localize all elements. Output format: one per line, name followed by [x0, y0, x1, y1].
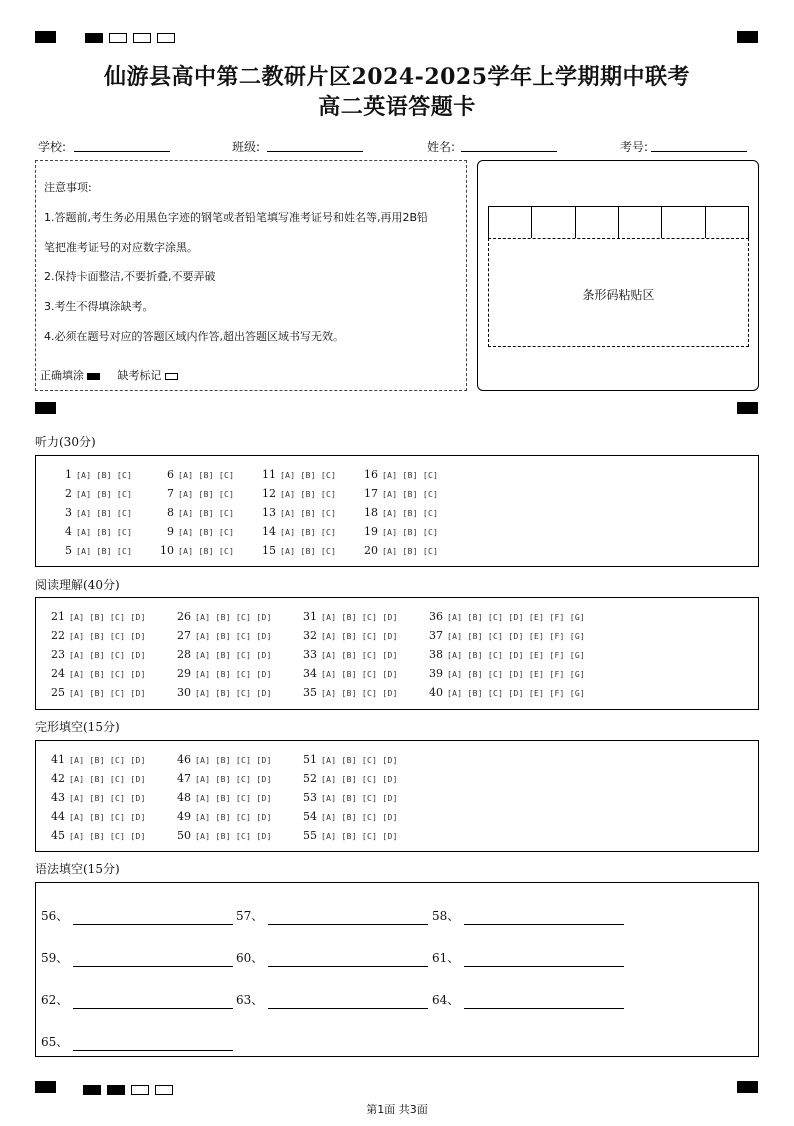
question-number: 41	[51, 753, 65, 766]
fill-answer-line[interactable]	[73, 1008, 233, 1009]
grammar-section-label: 语法填空(15分)	[35, 862, 120, 876]
question-number: 44	[51, 810, 65, 823]
question-number: 7	[167, 487, 174, 500]
question-row	[47, 772, 149, 786]
question-number: 16	[364, 468, 378, 481]
question-row	[425, 629, 588, 643]
question-row	[54, 506, 135, 520]
question-row	[173, 686, 275, 700]
question-row	[425, 686, 588, 700]
answer-bubbles[interactable]: [A] [B] [C]	[76, 509, 133, 518]
question-number: 26	[177, 610, 191, 623]
answer-bubbles[interactable]: [A] [B] [C]	[178, 509, 235, 518]
question-row	[258, 506, 339, 520]
question-row	[258, 525, 339, 539]
answer-bubbles[interactable]: [A] [B] [C] [D]	[195, 689, 272, 698]
question-number: 52	[303, 772, 317, 785]
class-field[interactable]	[267, 151, 363, 152]
fill-answer-line[interactable]	[464, 966, 624, 967]
question-row	[54, 544, 135, 558]
answer-bubbles[interactable]: [A] [B] [C]	[280, 471, 337, 480]
question-number: 55	[303, 829, 317, 842]
question-number: 49	[177, 810, 191, 823]
answer-bubbles[interactable]: [A] [B] [C] [D]	[195, 813, 272, 822]
question-number: 22	[51, 629, 65, 642]
answer-bubbles[interactable]: [A] [B] [C] [D]	[69, 794, 146, 803]
notice-item-3: 3.考生不得填涂缺考。	[44, 300, 154, 313]
notice-item-1: 1.答题前,考生务必用黑色字迹的钢笔或者铅笔填写准考证号和姓名等,再用2B铅	[44, 211, 429, 224]
question-row	[258, 544, 339, 558]
answer-bubbles[interactable]: [A] [B] [C]	[382, 528, 439, 537]
question-row	[54, 487, 135, 501]
question-number: 50	[177, 829, 191, 842]
question-row	[173, 667, 275, 681]
question-row	[47, 791, 149, 805]
id-cell[interactable]	[706, 207, 748, 238]
question-number: 35	[303, 686, 317, 699]
question-row	[299, 829, 401, 843]
answer-bubbles[interactable]: [A] [B] [C]	[178, 528, 235, 537]
question-number: 3	[65, 506, 72, 519]
question-number: 27	[177, 629, 191, 642]
question-number: 31	[303, 610, 317, 623]
question-row	[360, 506, 441, 520]
answer-bubbles[interactable]: [A] [B] [C] [D]	[69, 651, 146, 660]
answer-bubbles[interactable]: [A] [B] [C]	[382, 471, 439, 480]
question-number: 48	[177, 791, 191, 804]
question-number: 33	[303, 648, 317, 661]
question-number: 18	[364, 506, 378, 519]
question-number: 23	[51, 648, 65, 661]
barcode-sticker-area	[488, 238, 749, 347]
question-number: 38	[429, 648, 443, 661]
answer-bubbles[interactable]: [A] [B] [C] [D]	[321, 632, 398, 641]
question-row	[299, 810, 401, 824]
answer-bubbles[interactable]: [A] [B] [C] [D]	[69, 775, 146, 784]
fill-answer-line[interactable]	[268, 966, 428, 967]
question-row	[299, 686, 401, 700]
answer-bubbles[interactable]: [A] [B] [C]	[178, 490, 235, 499]
notice-item-4: 4.必须在题号对应的答题区域内作答,超出答题区域书写无效。	[44, 330, 344, 343]
question-row	[173, 753, 275, 767]
fill-answer-line[interactable]	[268, 924, 428, 925]
question-row	[173, 629, 275, 643]
answer-bubbles[interactable]: [A] [B] [C] [D]	[195, 651, 272, 660]
answer-bubbles[interactable]: [A] [B] [C]	[178, 547, 235, 556]
question-number: 40	[429, 686, 443, 699]
page-title: 仙游县高中第二教研片区2024-2025学年上学期期中联考	[103, 64, 691, 90]
question-row	[299, 610, 401, 624]
question-row	[299, 648, 401, 662]
question-number: 34	[303, 667, 317, 680]
answer-bubbles[interactable]: [A] [B] [C] [D]	[195, 670, 272, 679]
correct-fill-label: 正确填涂	[40, 369, 84, 382]
id-cell[interactable]	[489, 207, 532, 238]
page-code-mark	[107, 1085, 125, 1095]
correct-fill-sample	[87, 373, 100, 380]
question-number: 47	[177, 772, 191, 785]
fill-question-number: 59、	[41, 951, 69, 965]
answer-bubbles[interactable]: [A] [B] [C] [D] [E] [F] [G]	[447, 689, 586, 698]
answer-bubbles[interactable]: [A] [B] [C] [D]	[195, 613, 272, 622]
exam-id-cells	[488, 206, 749, 238]
corner-mark-top-left	[35, 31, 56, 43]
notice-box	[35, 160, 467, 391]
question-number: 12	[262, 487, 276, 500]
fill-answer-line[interactable]	[464, 1008, 624, 1009]
question-row	[360, 544, 441, 558]
question-row	[258, 468, 339, 482]
question-row	[258, 487, 339, 501]
reading-section-label: 阅读理解(40分)	[35, 578, 120, 592]
answer-bubbles[interactable]: [A] [B] [C] [D] [E] [F] [G]	[447, 632, 586, 641]
fill-question-number: 63、	[236, 993, 264, 1007]
question-row	[47, 667, 149, 681]
name-field[interactable]	[461, 151, 557, 152]
page-code-mark	[109, 33, 127, 43]
question-number: 11	[262, 468, 276, 481]
page-code-mark	[155, 1085, 173, 1095]
fill-question-number: 61、	[432, 951, 460, 965]
question-number: 6	[167, 468, 174, 481]
answer-bubbles[interactable]: [A] [B] [C] [D]	[321, 794, 398, 803]
id-cell[interactable]	[532, 207, 575, 238]
question-row	[47, 829, 149, 843]
fill-answer-line[interactable]	[464, 924, 624, 925]
answer-bubbles[interactable]: [A] [B] [C] [D]	[195, 832, 272, 841]
corner-mark-mid-left	[35, 402, 56, 414]
question-number: 20	[364, 544, 378, 557]
question-number: 21	[51, 610, 65, 623]
page-code-mark	[133, 33, 151, 43]
question-number: 17	[364, 487, 378, 500]
question-number: 15	[262, 544, 276, 557]
answer-bubbles[interactable]: [A] [B] [C] [D]	[69, 689, 146, 698]
answer-bubbles[interactable]: [A] [B] [C] [D]	[321, 613, 398, 622]
question-row	[47, 686, 149, 700]
notice-heading: 注意事项:	[44, 181, 92, 194]
answer-bubbles[interactable]: [A] [B] [C] [D]	[195, 775, 272, 784]
question-number: 39	[429, 667, 443, 680]
answer-bubbles[interactable]: [A] [B] [C] [D]	[195, 756, 272, 765]
question-number: 37	[429, 629, 443, 642]
answer-bubbles[interactable]: [A] [B] [C] [D]	[69, 670, 146, 679]
question-row	[360, 525, 441, 539]
page-code-mark	[157, 33, 175, 43]
fill-question-number: 56、	[41, 909, 69, 923]
question-row	[425, 667, 588, 681]
question-row	[156, 544, 237, 558]
answer-bubbles[interactable]: [A] [B] [C]	[76, 547, 133, 556]
question-row	[173, 791, 275, 805]
question-row	[299, 791, 401, 805]
fill-question-number: 65、	[41, 1035, 69, 1049]
question-number: 45	[51, 829, 65, 842]
answer-bubbles[interactable]: [A] [B] [C] [D]	[321, 832, 398, 841]
question-number: 9	[167, 525, 174, 538]
answer-bubbles[interactable]: [A] [B] [C] [D] [E] [F] [G]	[447, 613, 586, 622]
answer-bubbles[interactable]: [A] [B] [C] [D]	[69, 832, 146, 841]
question-row	[156, 468, 237, 482]
answer-bubbles[interactable]: [A] [B] [C]	[382, 509, 439, 518]
class-label: 班级:	[232, 140, 261, 154]
reading-answer-box	[35, 597, 759, 710]
answer-bubbles[interactable]: [A] [B] [C]	[76, 471, 133, 480]
barcode-label: 条形码粘贴区	[582, 288, 655, 302]
question-number: 30	[177, 686, 191, 699]
question-row	[299, 753, 401, 767]
cloze-answer-box	[35, 740, 759, 852]
question-number: 5	[65, 544, 72, 557]
page-code-mark	[131, 1085, 149, 1095]
school-label: 学校:	[38, 140, 67, 154]
question-row	[425, 610, 588, 624]
answer-bubbles[interactable]: [A] [B] [C]	[76, 490, 133, 499]
question-number: 25	[51, 686, 65, 699]
question-number: 51	[303, 753, 317, 766]
corner-mark-mid-right	[737, 402, 758, 414]
id-cell[interactable]	[619, 207, 662, 238]
exam-number-field[interactable]	[651, 151, 747, 152]
question-row	[299, 667, 401, 681]
school-field[interactable]	[74, 151, 170, 152]
page-code-mark	[83, 1085, 101, 1095]
grammar-answer-box	[35, 882, 759, 1057]
answer-bubbles[interactable]: [A] [B] [C] [D]	[321, 651, 398, 660]
fill-legend	[40, 367, 178, 383]
answer-bubbles[interactable]: [A] [B] [C]	[280, 490, 337, 499]
answer-bubbles[interactable]: [A] [B] [C] [D]	[195, 632, 272, 641]
answer-bubbles[interactable]: [A] [B] [C]	[178, 471, 235, 480]
page-footer: 第1面 共3面	[366, 1103, 428, 1116]
question-number: 4	[65, 525, 72, 538]
answer-bubbles[interactable]: [A] [B] [C] [D]	[69, 813, 146, 822]
notice-item-1-cont: 笔把准考证号的对应数字涂黑。	[44, 241, 198, 254]
question-number: 53	[303, 791, 317, 804]
question-number: 54	[303, 810, 317, 823]
answer-bubbles[interactable]: [A] [B] [C]	[76, 528, 133, 537]
absent-mark-box[interactable]	[165, 373, 178, 380]
question-row	[299, 629, 401, 643]
question-row	[156, 487, 237, 501]
question-number: 36	[429, 610, 443, 623]
answer-bubbles[interactable]: [A] [B] [C] [D]	[321, 775, 398, 784]
question-number: 2	[65, 487, 72, 500]
question-number: 14	[262, 525, 276, 538]
question-row	[47, 753, 149, 767]
page-code-mark	[85, 33, 103, 43]
question-number: 10	[160, 544, 174, 557]
answer-bubbles[interactable]: [A] [B] [C] [D] [E] [F] [G]	[447, 651, 586, 660]
fill-question-number: 64、	[432, 993, 460, 1007]
question-row	[173, 772, 275, 786]
answer-bubbles[interactable]: [A] [B] [C] [D]	[69, 756, 146, 765]
exam-number-label: 考号:	[620, 140, 649, 154]
question-row	[173, 648, 275, 662]
page-subtitle: 高二英语答题卡	[318, 94, 476, 120]
question-row	[173, 610, 275, 624]
answer-bubbles[interactable]: [A] [B] [C] [D]	[69, 632, 146, 641]
fill-answer-line[interactable]	[73, 1050, 233, 1051]
fill-question-number: 57、	[236, 909, 264, 923]
question-number: 43	[51, 791, 65, 804]
listening-section-label: 听力(30分)	[35, 435, 96, 449]
fill-question-number: 60、	[236, 951, 264, 965]
corner-mark-top-right	[737, 31, 758, 43]
answer-bubbles[interactable]: [A] [B] [C] [D]	[321, 756, 398, 765]
question-number: 8	[167, 506, 174, 519]
question-number: 42	[51, 772, 65, 785]
corner-mark-bottom-right	[737, 1081, 758, 1093]
listening-answer-box	[35, 455, 759, 567]
question-row	[156, 525, 237, 539]
answer-bubbles[interactable]: [A] [B] [C] [D]	[321, 670, 398, 679]
answer-bubbles[interactable]: [A] [B] [C]	[382, 547, 439, 556]
absent-mark-label: 缺考标记	[117, 369, 162, 382]
answer-bubbles[interactable]: [A] [B] [C]	[382, 490, 439, 499]
fill-question-number: 58、	[432, 909, 460, 923]
question-row	[47, 648, 149, 662]
fill-answer-line[interactable]	[73, 966, 233, 967]
answer-bubbles[interactable]: [A] [B] [C]	[280, 509, 337, 518]
barcode-panel	[477, 160, 759, 391]
question-row	[173, 829, 275, 843]
corner-mark-bottom-left	[35, 1081, 56, 1093]
question-row	[47, 629, 149, 643]
question-number: 46	[177, 753, 191, 766]
question-row	[47, 610, 149, 624]
question-row	[54, 468, 135, 482]
question-row	[47, 810, 149, 824]
name-label: 姓名:	[427, 140, 456, 154]
id-cell[interactable]	[662, 207, 705, 238]
question-number: 24	[51, 667, 65, 680]
fill-answer-line[interactable]	[268, 1008, 428, 1009]
question-number: 19	[364, 525, 378, 538]
answer-bubbles[interactable]: [A] [B] [C] [D]	[69, 613, 146, 622]
answer-bubbles[interactable]: [A] [B] [C]	[280, 547, 337, 556]
question-number: 32	[303, 629, 317, 642]
question-number: 13	[262, 506, 276, 519]
question-row	[156, 506, 237, 520]
notice-item-2: 2.保持卡面整洁,不要折叠,不要弄破	[44, 270, 216, 283]
fill-question-number: 62、	[41, 993, 69, 1007]
answer-bubbles[interactable]: [A] [B] [C] [D]	[195, 794, 272, 803]
question-row	[360, 487, 441, 501]
question-row	[299, 772, 401, 786]
question-number: 1	[65, 468, 72, 481]
answer-bubbles[interactable]: [A] [B] [C]	[280, 528, 337, 537]
answer-bubbles[interactable]: [A] [B] [C] [D]	[321, 813, 398, 822]
answer-bubbles[interactable]: [A] [B] [C] [D] [E] [F] [G]	[447, 670, 586, 679]
question-row	[54, 525, 135, 539]
question-row	[360, 468, 441, 482]
question-row	[173, 810, 275, 824]
id-cell[interactable]	[576, 207, 619, 238]
cloze-section-label: 完形填空(15分)	[35, 720, 120, 734]
question-number: 28	[177, 648, 191, 661]
fill-answer-line[interactable]	[73, 924, 233, 925]
answer-bubbles[interactable]: [A] [B] [C] [D]	[321, 689, 398, 698]
question-number: 29	[177, 667, 191, 680]
question-row	[425, 648, 588, 662]
